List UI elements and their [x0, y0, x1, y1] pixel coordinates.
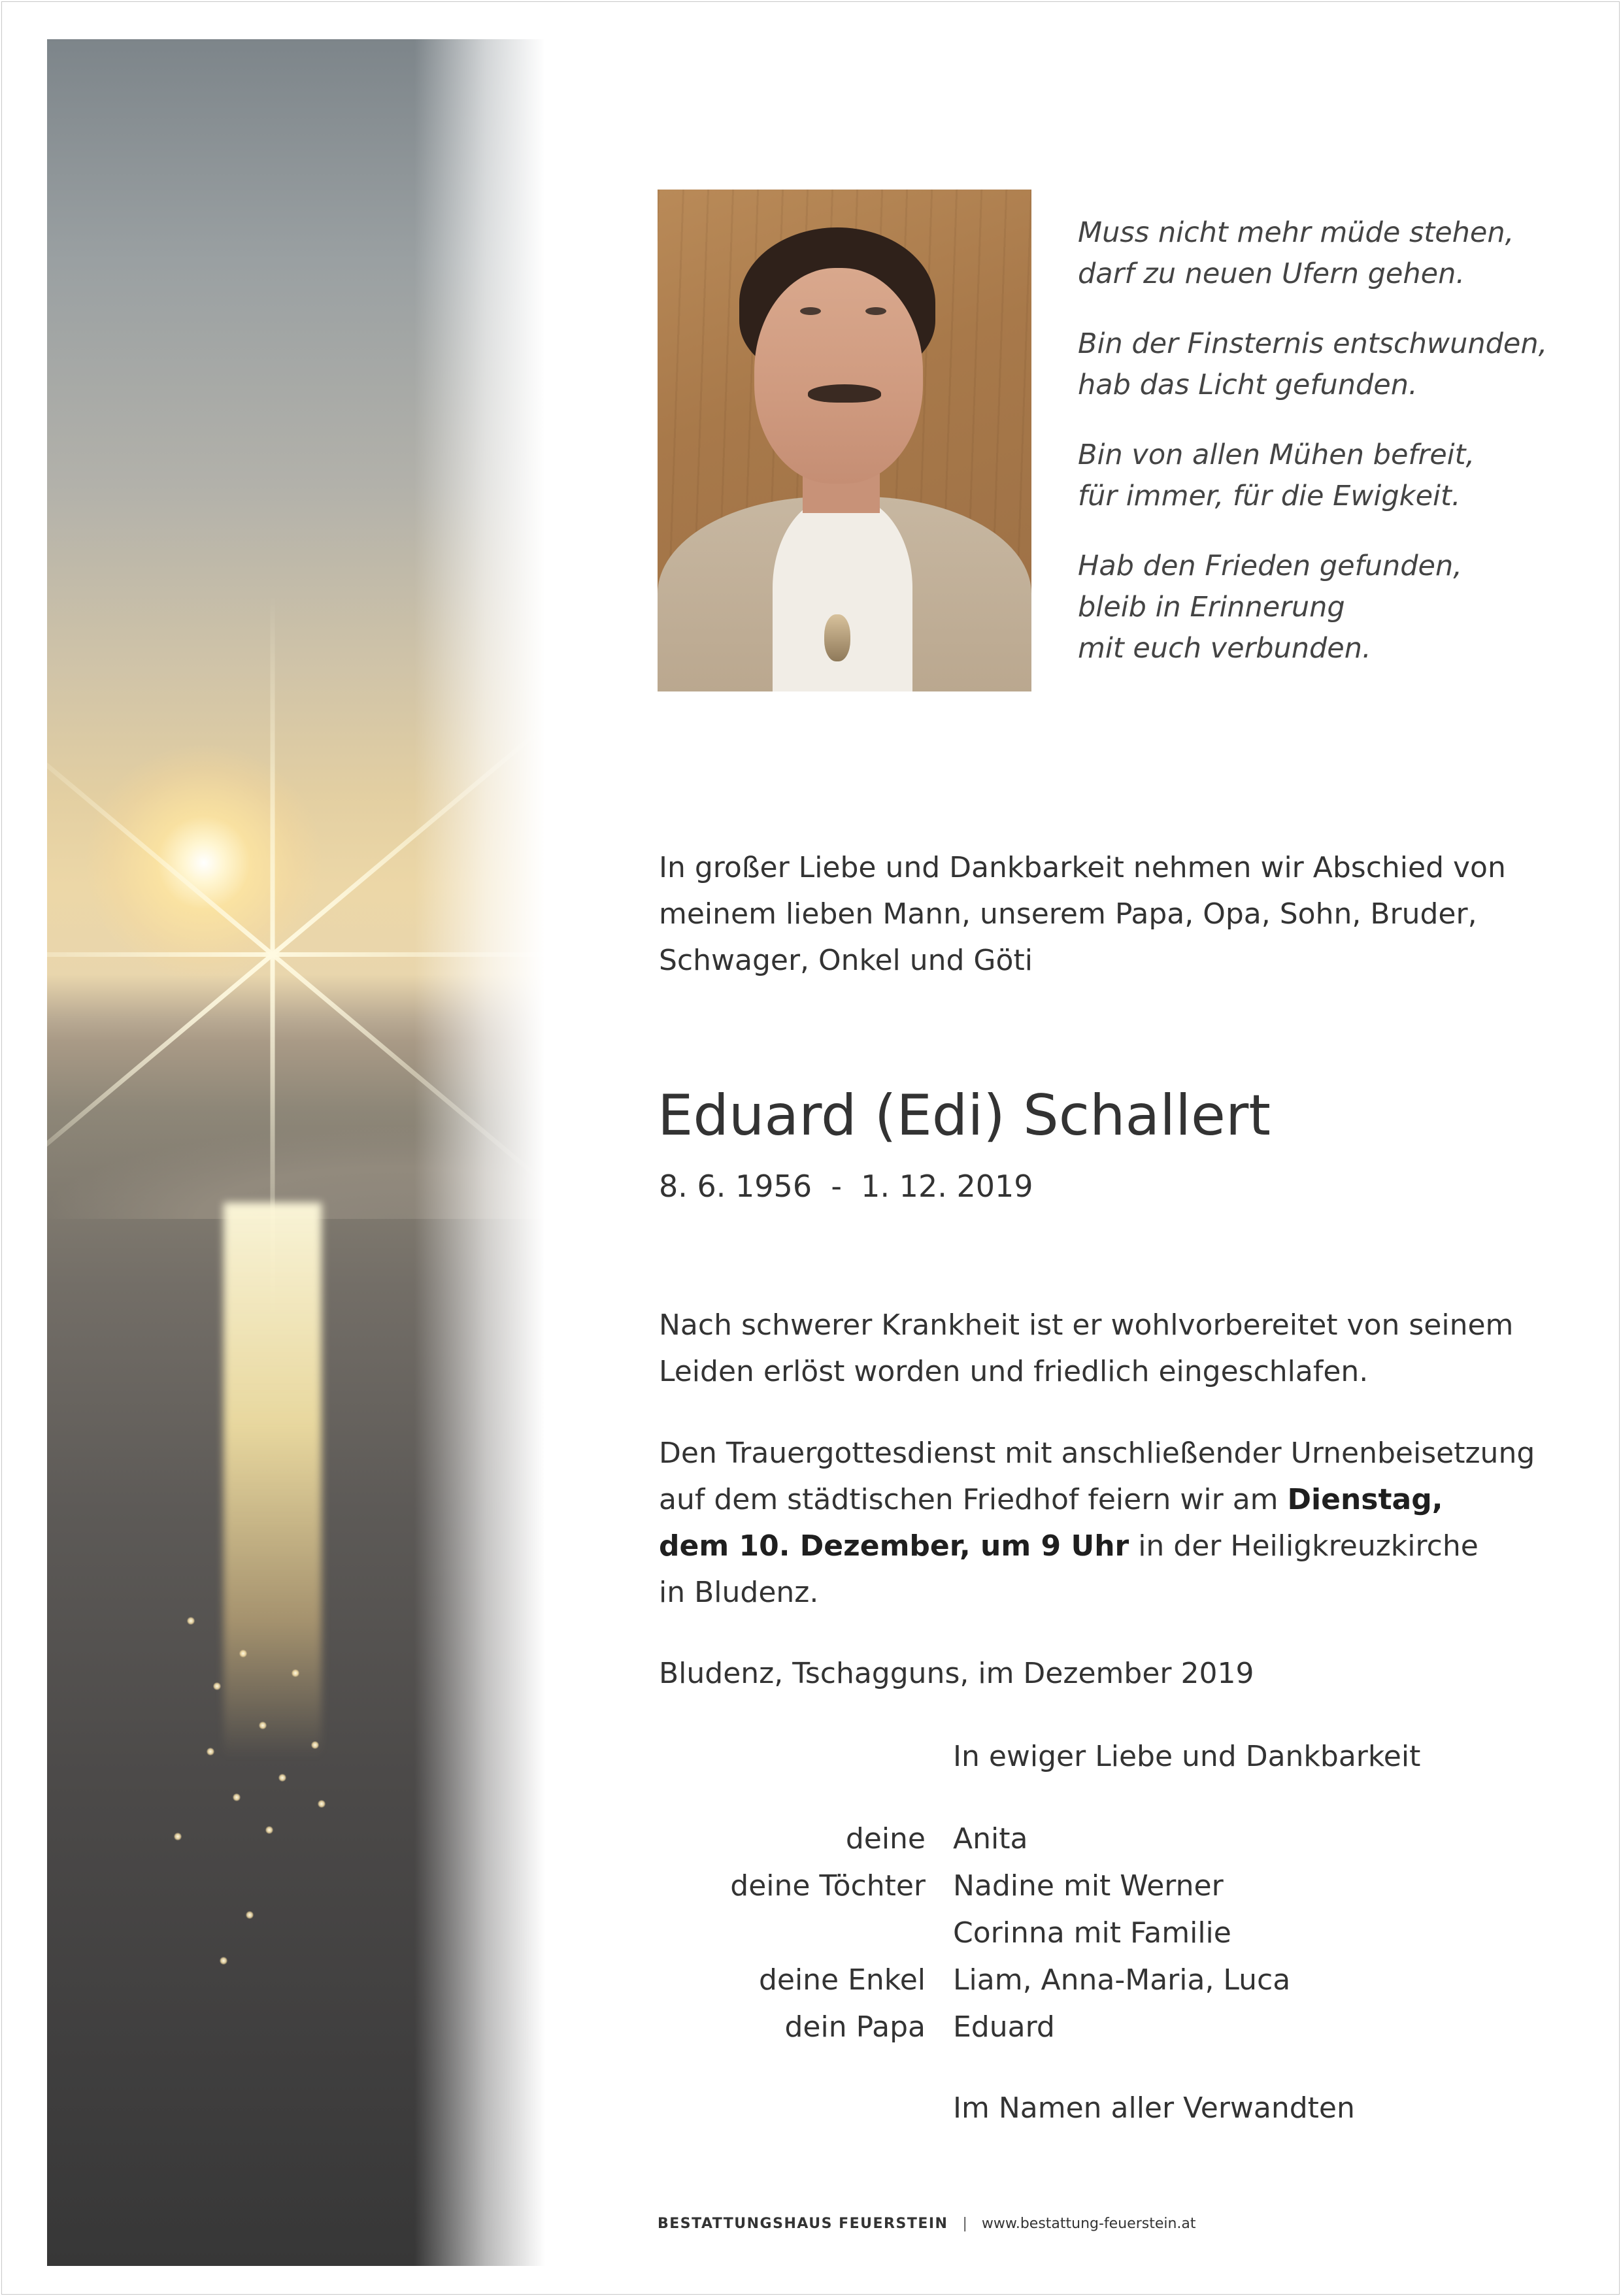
portrait-photo: [658, 190, 1031, 691]
service-date-time: dem 10. Dezember, um 9 Uhr: [659, 1529, 1129, 1563]
footer: [658, 2211, 1196, 2237]
body-line: Nach schwerer Krankheit ist er wohlvorbereitet von seinem: [659, 1308, 1514, 1342]
body-line: Leiden erlöst worden und friedlich eingeschlafen.: [659, 1355, 1369, 1388]
mourner-row: [659, 1863, 1574, 1910]
mourner-relation: deine Enkel: [758, 1963, 926, 1997]
funeral-home-name: BESTATTUNGSHAUS FEUERSTEIN: [658, 2216, 948, 2232]
mourner-names: Eduard: [953, 2010, 1055, 2044]
pendant: [824, 614, 850, 661]
water-sparkle: [239, 1650, 247, 1657]
poem-stanza: [1078, 212, 1588, 295]
illness-paragraph: [659, 1302, 1561, 1395]
deceased-name: Eduard (Edi) Schallert: [658, 1083, 1271, 1148]
water-sparkle: [233, 1793, 241, 1801]
mourner-relation: deine Töchter: [730, 1869, 926, 1903]
water-sparkle: [187, 1617, 195, 1625]
mourner-row: [659, 2004, 1574, 2051]
water-sparkle: [318, 1800, 326, 1808]
body-line: in Bludenz.: [659, 1576, 819, 1609]
eye: [865, 307, 886, 315]
service-day: Dienstag,: [1287, 1483, 1443, 1516]
water-sparkle: [207, 1748, 214, 1755]
poem-stanza: [1078, 324, 1588, 406]
mourner-row: [659, 1910, 1574, 1957]
intro-line: meinem lieben Mann, unserem Papa, Opa, Sohn, Bruder,: [659, 897, 1477, 931]
body-text-segment: in der Heiligkreuzkirche: [1129, 1529, 1479, 1563]
water-sparkle: [265, 1826, 273, 1834]
water-sparkle: [174, 1833, 182, 1840]
water-sparkle: [246, 1911, 254, 1919]
body-text-segment: auf dem städtischen Friedhof feiern wir am: [659, 1483, 1288, 1516]
life-dates: 8. 6. 1956 - 1. 12. 2019: [659, 1169, 1033, 1204]
body-line: [659, 1523, 1561, 1569]
shirt: [773, 497, 912, 691]
mourner-names: Liam, Anna-Maria, Luca: [953, 1963, 1291, 1997]
poem-line: Hab den Frieden gefunden,: [1078, 550, 1462, 582]
poem-line: hab das Licht gefunden.: [1078, 369, 1418, 401]
footer-separator: |: [962, 2216, 967, 2232]
mourner-relation: deine: [845, 1822, 926, 1855]
water-sparkle: [213, 1682, 221, 1690]
poem-line: Bin von allen Mühen befreit,: [1078, 439, 1475, 471]
strip-fade: [414, 39, 545, 2266]
mourner-relation: dein Papa: [784, 2010, 926, 2044]
mourners-list: [659, 1816, 1574, 2051]
on-behalf-line: Im Namen aller Verwandten: [953, 2091, 1355, 2125]
poem-line: bleib in Erinnerung: [1078, 591, 1345, 624]
service-paragraph: [659, 1430, 1561, 1616]
water-sparkle: [311, 1741, 319, 1749]
mustache: [808, 384, 881, 403]
notice-body: [659, 1302, 1561, 1651]
body-line: Den Trauergottesdienst mit anschließender Urnenbeisetzung: [659, 1437, 1535, 1470]
mourner-names: Anita: [953, 1822, 1028, 1855]
intro-line: Schwager, Onkel und Göti: [659, 944, 1033, 977]
poem-line: darf zu neuen Ufern gehen.: [1078, 258, 1465, 290]
poem-line: Muss nicht mehr müde stehen,: [1078, 216, 1514, 249]
water-sparkle: [292, 1669, 299, 1677]
sun-reflection: [224, 1203, 322, 1758]
eye: [800, 307, 821, 315]
poem-line: mit euch verbunden.: [1078, 632, 1371, 665]
sunset-sea-image: [47, 39, 545, 2266]
intro-line: In großer Liebe und Dankbarkeit nehmen wir Abschied von: [659, 851, 1506, 884]
closing-phrase: In ewiger Liebe und Dankbarkeit: [953, 1740, 1421, 1773]
place-date: Bludenz, Tschagguns, im Dezember 2019: [659, 1657, 1254, 1690]
water-sparkle: [259, 1722, 267, 1729]
farewell-intro: [659, 844, 1509, 984]
poem-line: Bin der Finsternis entschwunden,: [1078, 327, 1548, 360]
footer-website-link[interactable]: www.bestattung-feuerstein.at: [981, 2216, 1196, 2232]
poem: [1078, 212, 1588, 698]
poem-stanza: [1078, 546, 1588, 669]
mourner-names: Nadine mit Werner: [953, 1869, 1224, 1903]
body-line: [659, 1476, 1561, 1523]
mourner-row: [659, 1816, 1574, 1863]
water-sparkle: [278, 1774, 286, 1782]
mourner-row: [659, 1957, 1574, 2004]
mourner-names: Corinna mit Familie: [953, 1916, 1231, 1950]
face: [754, 268, 923, 484]
poem-stanza: [1078, 435, 1588, 517]
poem-line: für immer, für die Ewigkeit.: [1078, 480, 1461, 512]
water-sparkle: [220, 1957, 227, 1965]
